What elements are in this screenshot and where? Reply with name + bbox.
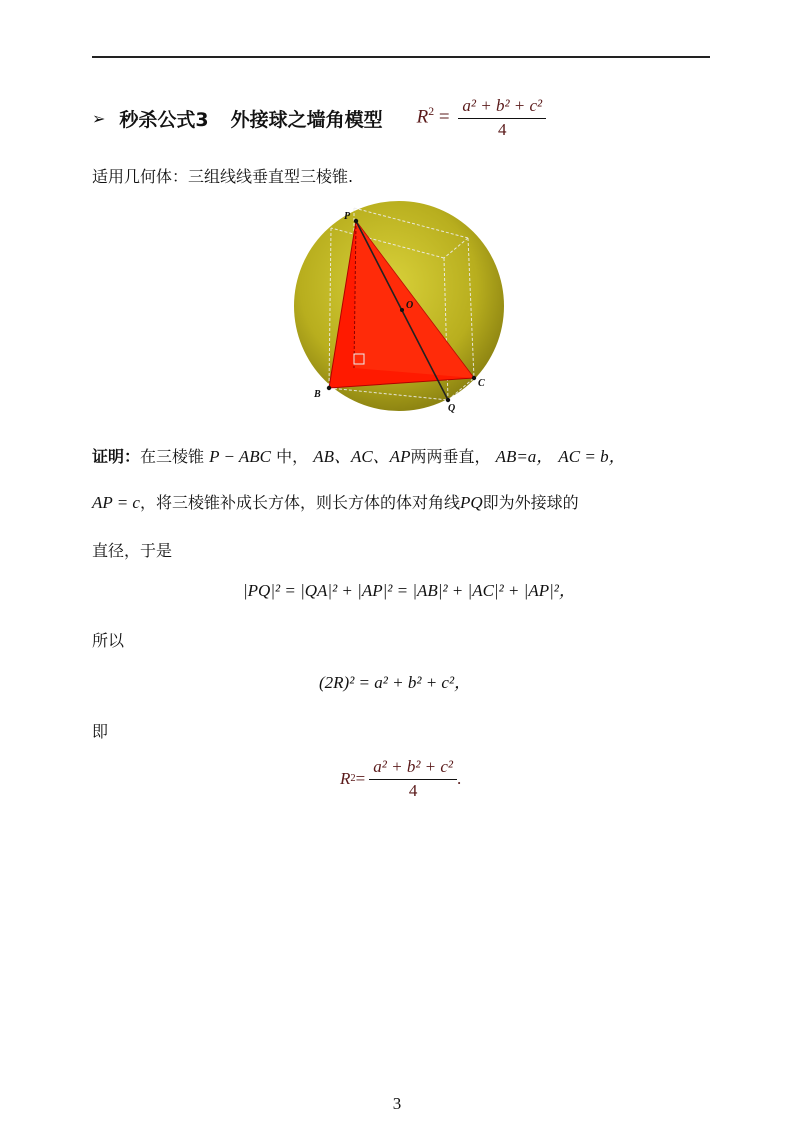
label-P: P bbox=[344, 211, 351, 222]
proof-line-1: 证明：在三棱锥 P − ABC 中， AB、AC、AP两两垂直， AB=a， AC = b， bbox=[92, 447, 626, 466]
top-rule bbox=[92, 56, 710, 58]
page-number: 3 bbox=[392, 1094, 402, 1113]
equation-1: |PQ|² = |QA|² + |AP|² = |AB|² + |AC|² + |AP|²， bbox=[243, 581, 576, 600]
label-Q: Q bbox=[448, 403, 456, 414]
proof-line-2: AP = c，将三棱锥补成长方体，则长方体的体对角线PQ即为外接球的 bbox=[92, 493, 579, 512]
label-O: O bbox=[406, 300, 414, 311]
label-C: C bbox=[478, 378, 485, 389]
sphere-figure bbox=[292, 208, 508, 412]
label-B: B bbox=[314, 389, 321, 400]
ie-text: 即 bbox=[92, 722, 109, 741]
so-text: 所以 bbox=[92, 631, 125, 650]
equation-2: (2R)² = a² + b² + c²， bbox=[319, 673, 472, 692]
equation-3: R 2 = $\frac{\text{a² + b² + c²}}{4}$ . bbox=[340, 757, 462, 800]
proof-line-3: 直径，于是 bbox=[92, 541, 173, 560]
section-heading bbox=[92, 95, 546, 139]
heading-formula: $R^2$ = $\frac{\text{a² + b² + c²}}{4}$ bbox=[417, 97, 547, 139]
heading-label: 秒杀公式3 bbox=[119, 108, 209, 131]
arrow-bullet-icon: ➢ bbox=[92, 108, 106, 128]
heading-title: 外接球之墙角模型 bbox=[230, 108, 383, 131]
applicable-text: 适用几何体：三组线线垂直型三棱锥. bbox=[92, 167, 354, 186]
